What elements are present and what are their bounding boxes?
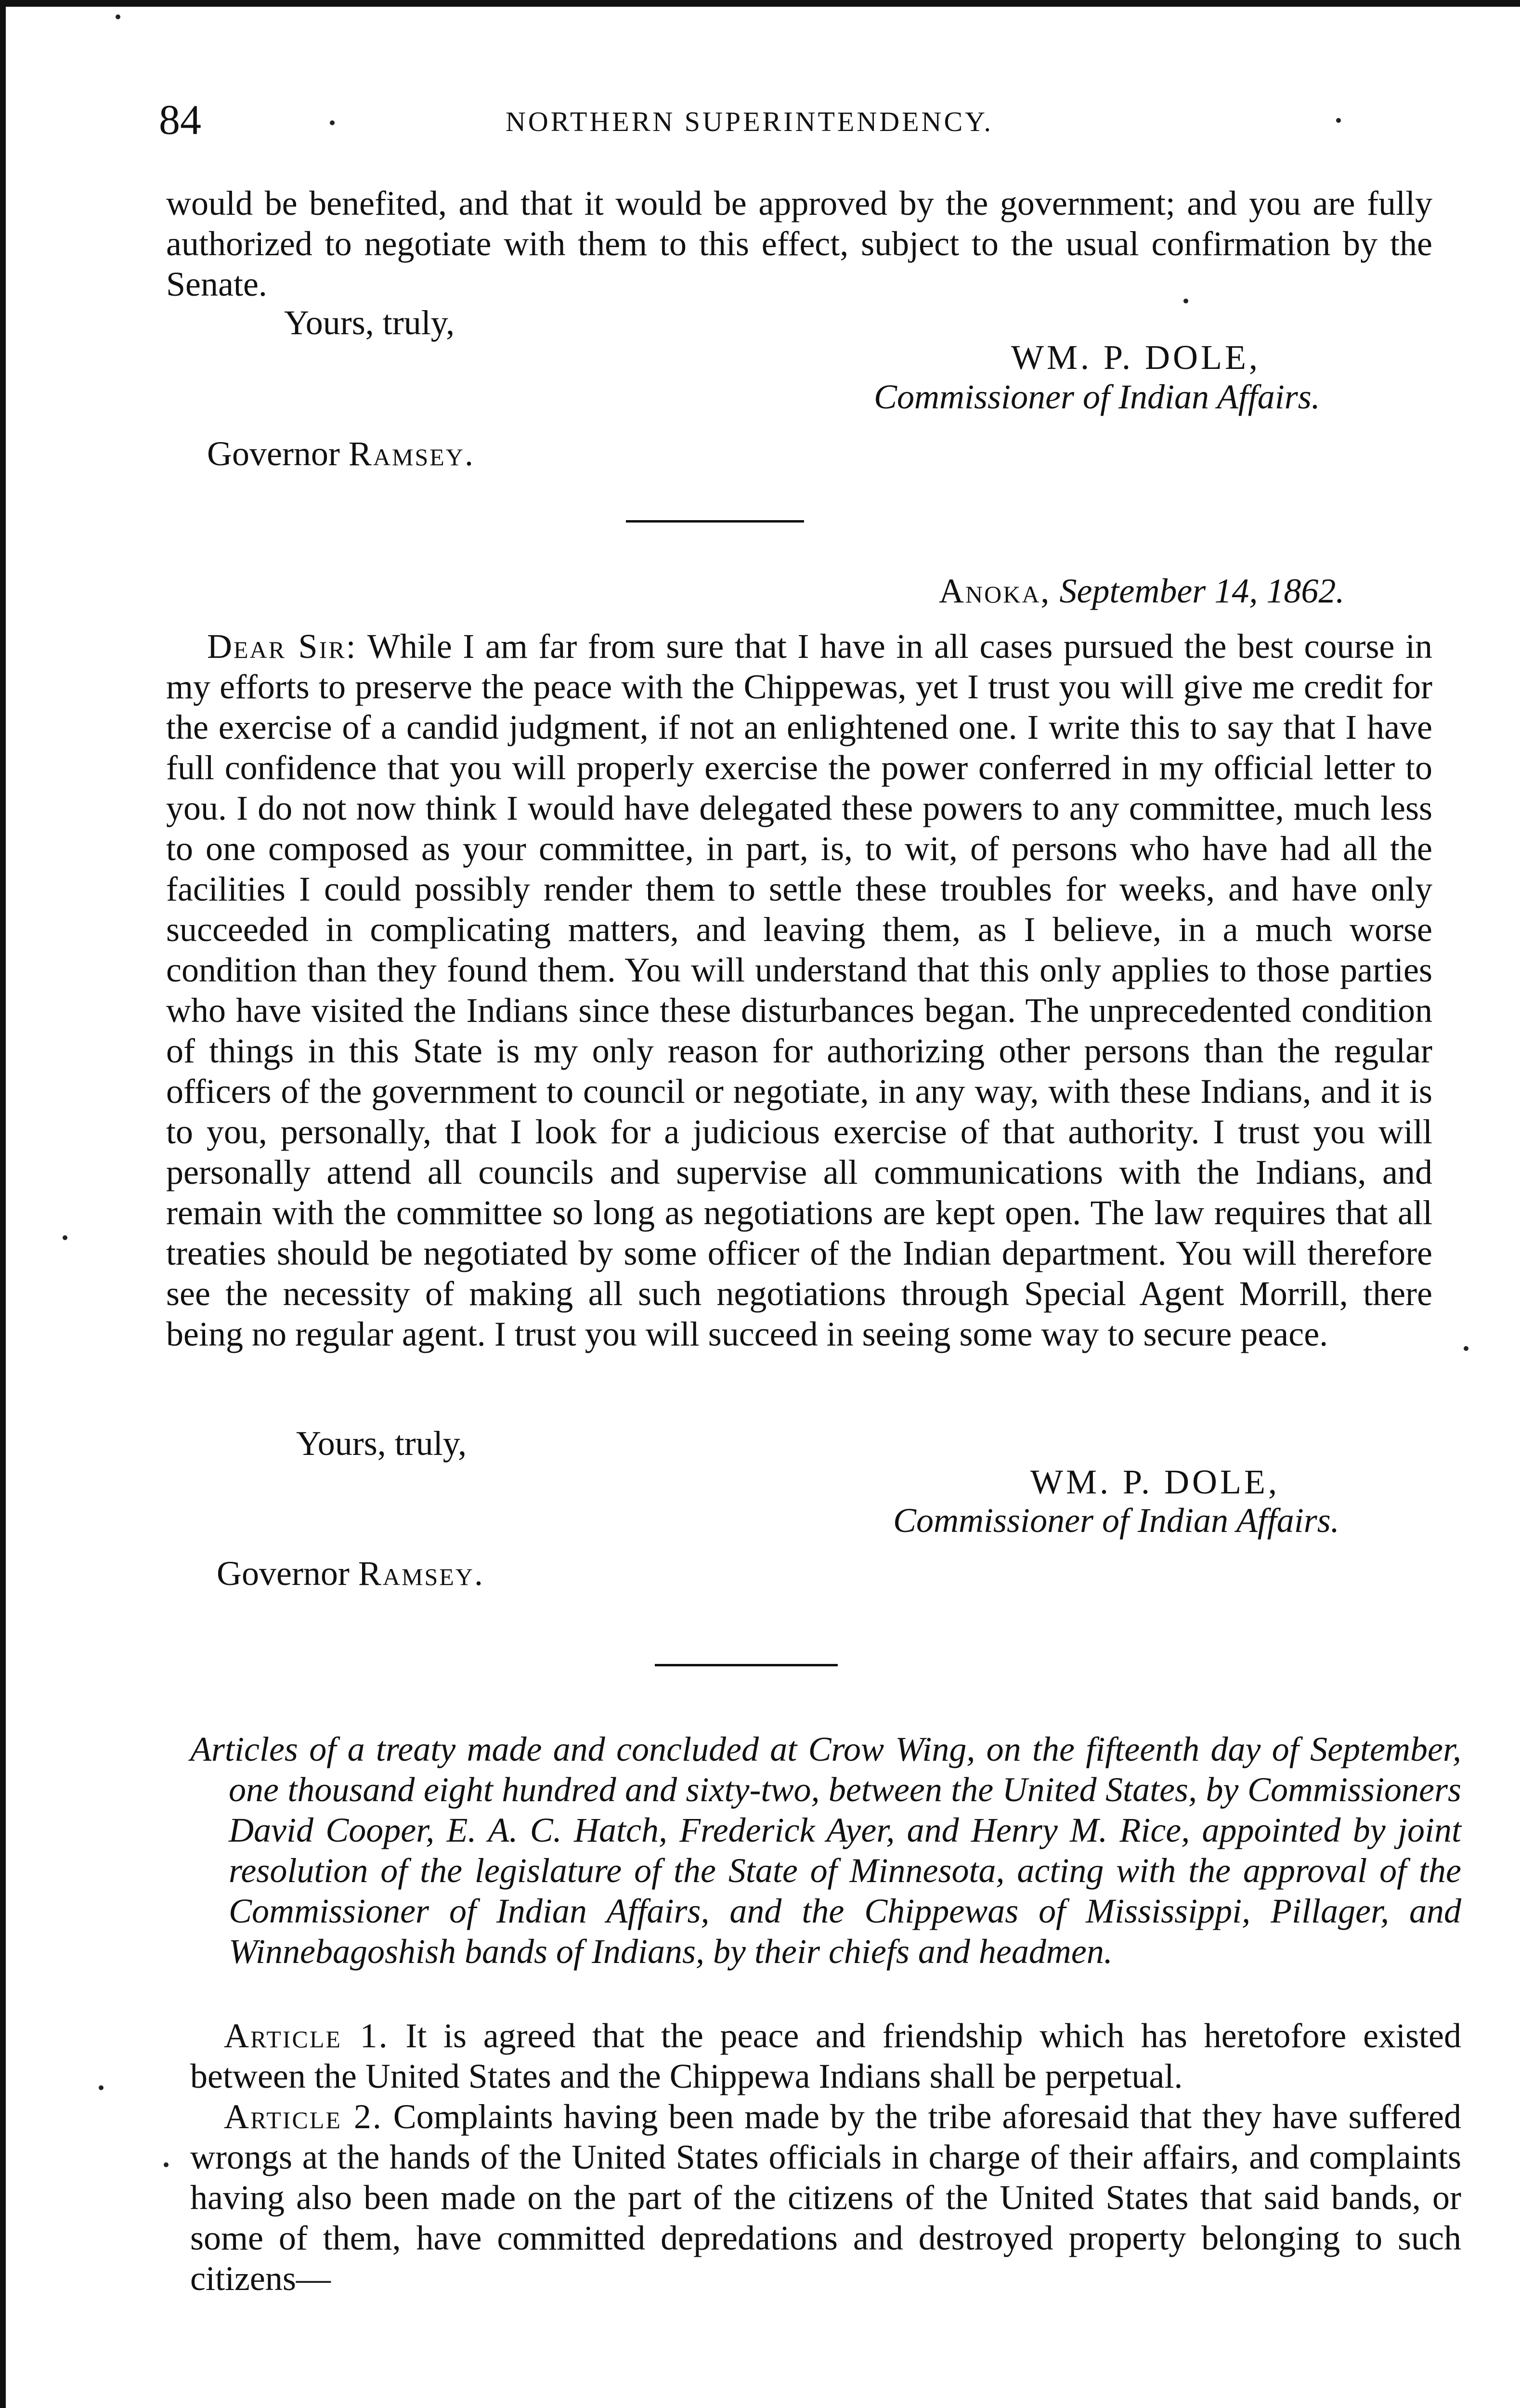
letter-2-closing: Yours, truly, — [296, 1424, 467, 1463]
section-divider-2 — [655, 1664, 838, 1666]
scan-speck — [1336, 118, 1341, 123]
treaty-articles — [190, 2015, 1461, 2299]
scan-border-top — [0, 0, 1520, 7]
letter-1-closing: Yours, truly, — [284, 303, 455, 342]
letter-1-addressee-name: Ramsey. — [348, 434, 475, 473]
scan-speck — [116, 14, 120, 19]
letter-2-body — [166, 626, 1432, 1354]
letter-1-signer-title: Commissioner of Indian Affairs. — [874, 378, 1320, 416]
treaty-heading-block — [190, 1729, 1461, 1972]
letter-2-addressee-prefix: Governor — [217, 1554, 350, 1593]
letter-1-signer-name: WM. P. DOLE, — [1011, 338, 1260, 377]
article-2-label: Article 2. — [224, 2097, 383, 2136]
scan-speck — [1464, 1346, 1468, 1351]
letter-1-addressee-prefix: Governor — [207, 434, 340, 473]
page-number: 84 — [159, 97, 201, 144]
article-1-text: It is agreed that the peace and friendship which has heretofore existed between the United States and the Chippewa Indians shall be perpetual. — [190, 2016, 1462, 2095]
page-header — [159, 94, 1430, 147]
letter-2-salutation: Dear Sir: — [207, 627, 357, 666]
letter-2-paragraph: While I am far from sure that I have in all cases pursued the best course in my efforts to preserve the peace with the Chippewas, yet I trust you will give me credit for the exercise of a candid judgment, if not an enlightened one. I write this to say that I have full confidence that you will properly exercise the power conferred in my official letter to you. I do not now think I would have delegated these powers to any committee, much less to one composed as your committee, in part, is, to wit, of persons who have had all the facilities I could possibly render them to settle these troubles for weeks, and have only succeeded in complicating matters, and leaving them, as I believe, in a much worse condition than they found them. You will understand that this only applies to those parties who have visited the Indians since these disturbances began. The unprecedented condition of things in this State is my only reason for authorizing other persons than the regular officers of the government to council or negotiate, in any way, with these Indians, and it is to you, personally, that I look for a judicious exercise of that authority. I trust you will personally attend all councils and supervise all communications with the Indians, and remain with the committee so long as negotiations are kept open. The law requires that all treaties should be negotiated by some officer of the Indian department. You will therefore see the necessity of making all such negotiations through Special Agent Morrill, there being no regular agent. I trust you will succeed in seeing some way to secure peace. — [166, 627, 1433, 1353]
letter-2-addressee — [217, 1553, 484, 1594]
letter-2-place: Anoka, — [939, 572, 1051, 610]
letter-1-body — [166, 183, 1432, 304]
article-2-text: Complaints having been made by the tribe aforesaid that they have suffered wrongs at the hands of the United States officials in charge of their affairs, and complaints having also been made on the part of the citizens of the United States that said bands, or some of them, have committed depredations and destroyed property belonging to such citizens— — [190, 2097, 1462, 2298]
article-2 — [190, 2096, 1461, 2299]
letter-2-signer-title: Commissioner of Indian Affairs. — [893, 1501, 1339, 1540]
letter-1-addressee — [207, 433, 475, 474]
letter-2-dateline — [939, 571, 1344, 611]
scan-border-left — [0, 0, 6, 2408]
scan-speck — [164, 2162, 169, 2167]
letter-1-paragraph: would be benefited, and that it would be approved by the government; and you are fully authorized to negotiate with them to this effect, subject to the usual confirmation by the Senate. — [166, 184, 1432, 303]
letter-2-text — [166, 626, 1432, 1354]
scan-speck — [63, 1235, 67, 1240]
letter-2-date: September 14, 1862. — [1059, 572, 1345, 610]
article-1-label: Article 1. — [224, 2016, 389, 2055]
running-head: NORTHERN SUPERINTENDENCY. — [506, 106, 994, 137]
treaty-heading: Articles of a treaty made and concluded at Crow Wing, on the fifteenth day of September, one thousand eight hundred and sixty-two, between the United States, by Commissioners David Cooper, E. A. C. Hatch, Frederick Ayer, and Henry M. Rice, appointed by joint resolution of the legislature of the State of Minnesota, acting with the approval of the Commissioner of Indian Affairs, and the Chippewas of Mississippi, Pillager, and Winnebagoshish bands of Indians, by their chiefs and headmen. — [190, 1730, 1461, 1971]
scan-speck — [1183, 299, 1188, 303]
scan-speck — [330, 120, 335, 125]
scan-speck — [99, 2085, 104, 2090]
letter-2-addressee-name: Ramsey. — [358, 1554, 484, 1593]
article-1 — [190, 2015, 1461, 2096]
section-divider-1 — [626, 520, 804, 523]
letter-2-signer-name: WM. P. DOLE, — [1030, 1463, 1280, 1501]
